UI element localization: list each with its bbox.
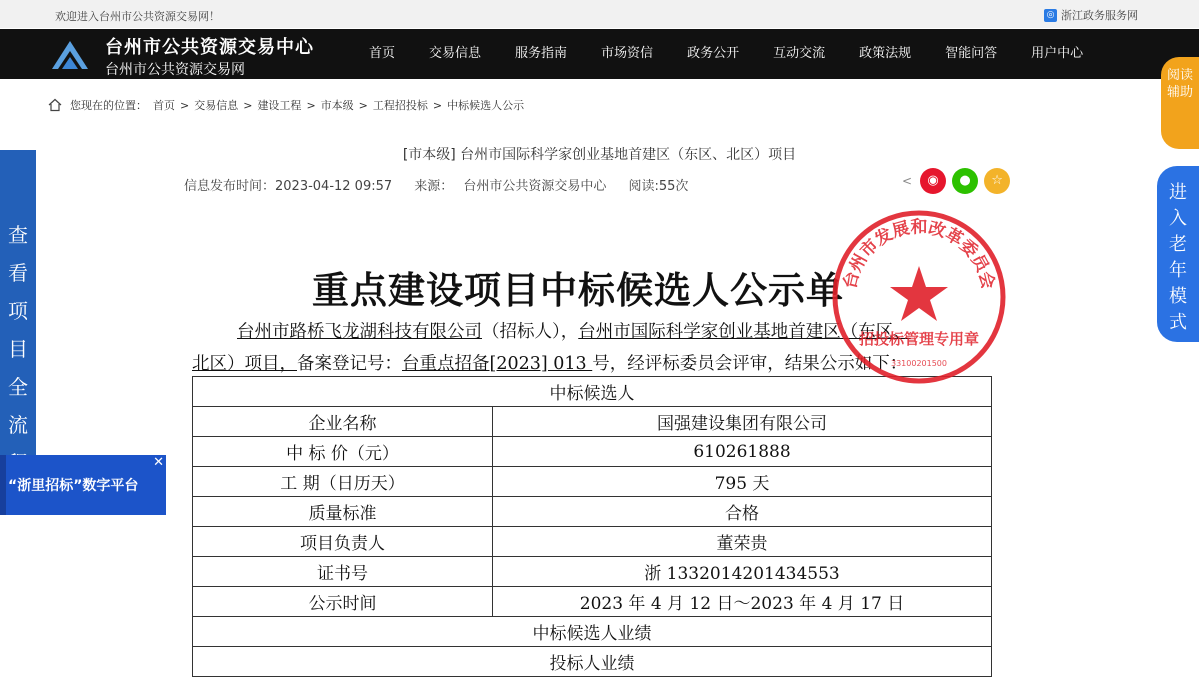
table-value-cell: 浙 1332014201434553 (493, 557, 992, 587)
breadcrumb-item-bidding[interactable]: 工程招投标 (372, 99, 428, 112)
nav-item-service-guide[interactable]: 服务指南 (515, 46, 568, 61)
table-row (193, 407, 992, 437)
read-assist-button[interactable] (1161, 57, 1199, 149)
svg-text:台州市发展和改革委员会: 台州市发展和改革委员会 (840, 217, 998, 291)
process-view-label: 查看项目全流 (8, 223, 28, 437)
breadcrumb-prefix: 您现在的位置： (70, 99, 147, 112)
nav-item-gov-public[interactable]: 政务公开 (687, 46, 740, 61)
document-heading: 重点建设项目中标候选人公示单 (312, 268, 844, 312)
breadcrumb-separator: > (358, 98, 368, 112)
table-section-header: 投标人业绩 (193, 647, 992, 677)
read-assist-label: 阅读辅助 (1167, 68, 1194, 100)
table-value-cell: 610261888 (493, 437, 992, 467)
table-row (193, 617, 992, 647)
nav-item-home[interactable]: 首页 (369, 46, 396, 61)
platform-banner[interactable] (0, 455, 166, 515)
article-meta (184, 175, 706, 194)
breadcrumb-separator: > (180, 98, 190, 112)
tenderer-name: 台州市路桥飞龙湖科技有限公司 (237, 322, 482, 342)
site-logo-icon[interactable] (48, 39, 92, 71)
breadcrumb-item-current[interactable]: 中标候选人公示 (447, 99, 525, 112)
table-key-cell: 证书号 (193, 557, 493, 587)
top-bar (0, 0, 1199, 28)
table-row (193, 587, 992, 617)
project-name-part1: 台州市国际科学家创业基地首建区（东区、 (578, 322, 911, 342)
article-title: [市本级] 台州市国际科学家创业基地首建区（东区、北区）项目 (402, 147, 797, 163)
registration-number: 台重点招备[2023] 013 (402, 354, 593, 374)
table-value-cell: 国强建设集团有限公司 (493, 407, 992, 437)
table-value-cell: 合格 (493, 497, 992, 527)
nav-item-interaction[interactable]: 互动交流 (773, 46, 826, 61)
table-key-cell: 项目负责人 (193, 527, 493, 557)
elder-mode-label: 进入老年模式 (1169, 182, 1187, 333)
svg-text:招投标管理专用章: 招投标管理专用章 (858, 330, 980, 348)
site-subtitle: 台州市公共资源交易网 (105, 62, 245, 78)
registration-label: 备案登记号： (297, 354, 402, 374)
table-row (193, 467, 992, 497)
table-value-cell: 795 天 (493, 467, 992, 497)
source-value: 台州市公共资源交易中心 (463, 179, 607, 194)
welcome-text: 欢迎进入台州市公共资源交易网！ (55, 10, 220, 23)
nav-item-market-credit[interactable]: 市场资信 (601, 46, 654, 61)
home-icon (48, 98, 62, 112)
nav-item-trade-info[interactable]: 交易信息 (429, 46, 482, 61)
gov-service-link[interactable] (1044, 7, 1138, 23)
table-key-cell: 中 标 价（元） (193, 437, 493, 467)
nav-item-smart-qa[interactable]: 智能问答 (945, 46, 998, 61)
table-key-cell: 企业名称 (193, 407, 493, 437)
breadcrumb-item-home[interactable]: 首页 (153, 99, 175, 112)
breadcrumb-item-construction[interactable]: 建设工程 (257, 99, 302, 112)
gov-logo-icon: ◎ (1044, 9, 1057, 22)
table-row (193, 497, 992, 527)
view-count: 阅读:55次 (628, 179, 689, 194)
breadcrumb-separator: > (243, 98, 253, 112)
publish-time: 信息发布时间：2023-04-12 09:57 (184, 179, 393, 194)
share-icon: < (902, 174, 913, 188)
site-title[interactable]: 台州市公共资源交易中心 (105, 37, 314, 58)
official-seal-stamp (830, 208, 1008, 386)
table-row (193, 647, 992, 677)
nav-item-policy[interactable]: 政策法规 (859, 46, 912, 61)
tenderer-suffix: （招标人）， (482, 322, 579, 342)
breadcrumb-separator: > (432, 98, 443, 112)
table-section-header: 中标候选人 (193, 377, 992, 407)
banner-edge (0, 455, 6, 515)
table-key-cell: 质量标准 (193, 497, 493, 527)
table-row (193, 557, 992, 587)
breadcrumb-item-trade-info[interactable]: 交易信息 (194, 99, 239, 112)
breadcrumb-item-city-level[interactable]: 市本级 (320, 99, 354, 112)
banner-close-icon[interactable]: ✕ (153, 455, 164, 470)
nav-menu (352, 29, 1100, 79)
svg-text:33100201500: 33100201500 (891, 359, 947, 368)
elder-mode-button[interactable] (1157, 166, 1199, 342)
main-nav (0, 29, 1199, 79)
weibo-share-icon[interactable]: ◉ (920, 168, 946, 194)
source-label: 来源： (414, 179, 454, 194)
table-value-cell: 2023 年 4 月 12 日～2023 年 4 月 17 日 (493, 587, 992, 617)
breadcrumb-separator: > (306, 98, 316, 112)
candidate-table (192, 376, 992, 677)
result-intro: 号，经评标委员会评审，结果公示如下： (592, 354, 908, 374)
breadcrumb (48, 97, 524, 113)
table-section-header: 中标候选人业绩 (193, 617, 992, 647)
favorite-star-icon[interactable]: ☆ (984, 168, 1010, 194)
banner-text: “浙里招标”数字平台 (8, 478, 139, 494)
gov-service-label: 浙江政务服务网 (1061, 9, 1138, 22)
table-row (193, 527, 992, 557)
wechat-share-icon[interactable]: ● (952, 168, 978, 194)
nav-item-user-center[interactable]: 用户中心 (1031, 46, 1084, 61)
table-value-cell: 董荣贵 (493, 527, 992, 557)
share-bar (902, 168, 1010, 194)
table-key-cell: 公示时间 (193, 587, 493, 617)
table-row (193, 437, 992, 467)
process-view-sidebar[interactable] (0, 150, 36, 470)
table-key-cell: 工 期（日历天） (193, 467, 493, 497)
project-name-part2: 北区）项目， (192, 354, 297, 374)
